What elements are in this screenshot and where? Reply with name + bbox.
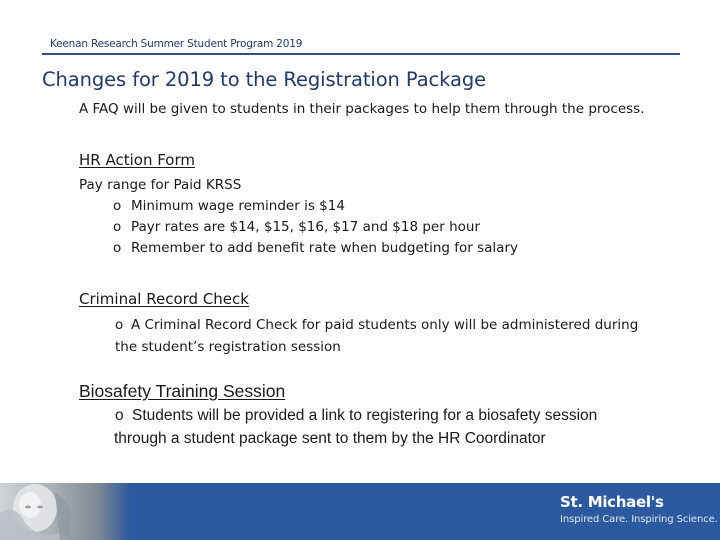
bio-line-2: through a student package sent to them by the HR Coordinator xyxy=(114,430,546,447)
bullet-marker: o xyxy=(113,219,122,235)
bullet-marker: o xyxy=(115,317,124,333)
bio-line-1 xyxy=(115,407,597,425)
header-divider xyxy=(42,53,680,55)
hr-item xyxy=(113,219,480,235)
program-header: Keenan Research Summer Student Program 2019 xyxy=(50,38,303,50)
hr-lead: Pay range for Paid KRSS xyxy=(79,177,242,193)
slide-title: Changes for 2019 to the Registration Package xyxy=(42,68,487,91)
crc-line-2: the student’s registration session xyxy=(115,339,341,355)
hr-item-text: Remember to add benefit rate when budgeting for salary xyxy=(131,240,518,256)
crc-text-1: A Criminal Record Check for paid students only will be administered during xyxy=(131,317,639,333)
bullet-marker: o xyxy=(115,407,124,424)
intro-text: A FAQ will be given to students in their packages to help them through the process. xyxy=(79,101,645,117)
hr-item xyxy=(113,198,345,214)
brand-name: St. Michael's xyxy=(560,493,664,511)
bullet-marker: o xyxy=(113,198,122,214)
hr-item-text: Minimum wage reminder is $14 xyxy=(131,198,345,214)
bio-text-1: Students will be provided a link to registering for a biosafety session xyxy=(132,407,598,424)
crc-section-heading: Criminal Record Check xyxy=(79,290,249,308)
brand-tagline: Inspired Care. Inspiring Science. xyxy=(560,514,718,525)
footer-bar xyxy=(0,483,720,540)
hr-section-heading: HR Action Form xyxy=(79,151,196,169)
statue-photo-icon xyxy=(0,483,130,540)
hr-item-text: Payr rates are $14, $15, $16, $17 and $18 per hour xyxy=(131,219,481,235)
hr-item xyxy=(113,240,518,256)
crc-line-1 xyxy=(115,317,638,333)
bullet-marker: o xyxy=(113,240,122,256)
bio-section-heading: Biosafety Training Session xyxy=(79,381,286,401)
